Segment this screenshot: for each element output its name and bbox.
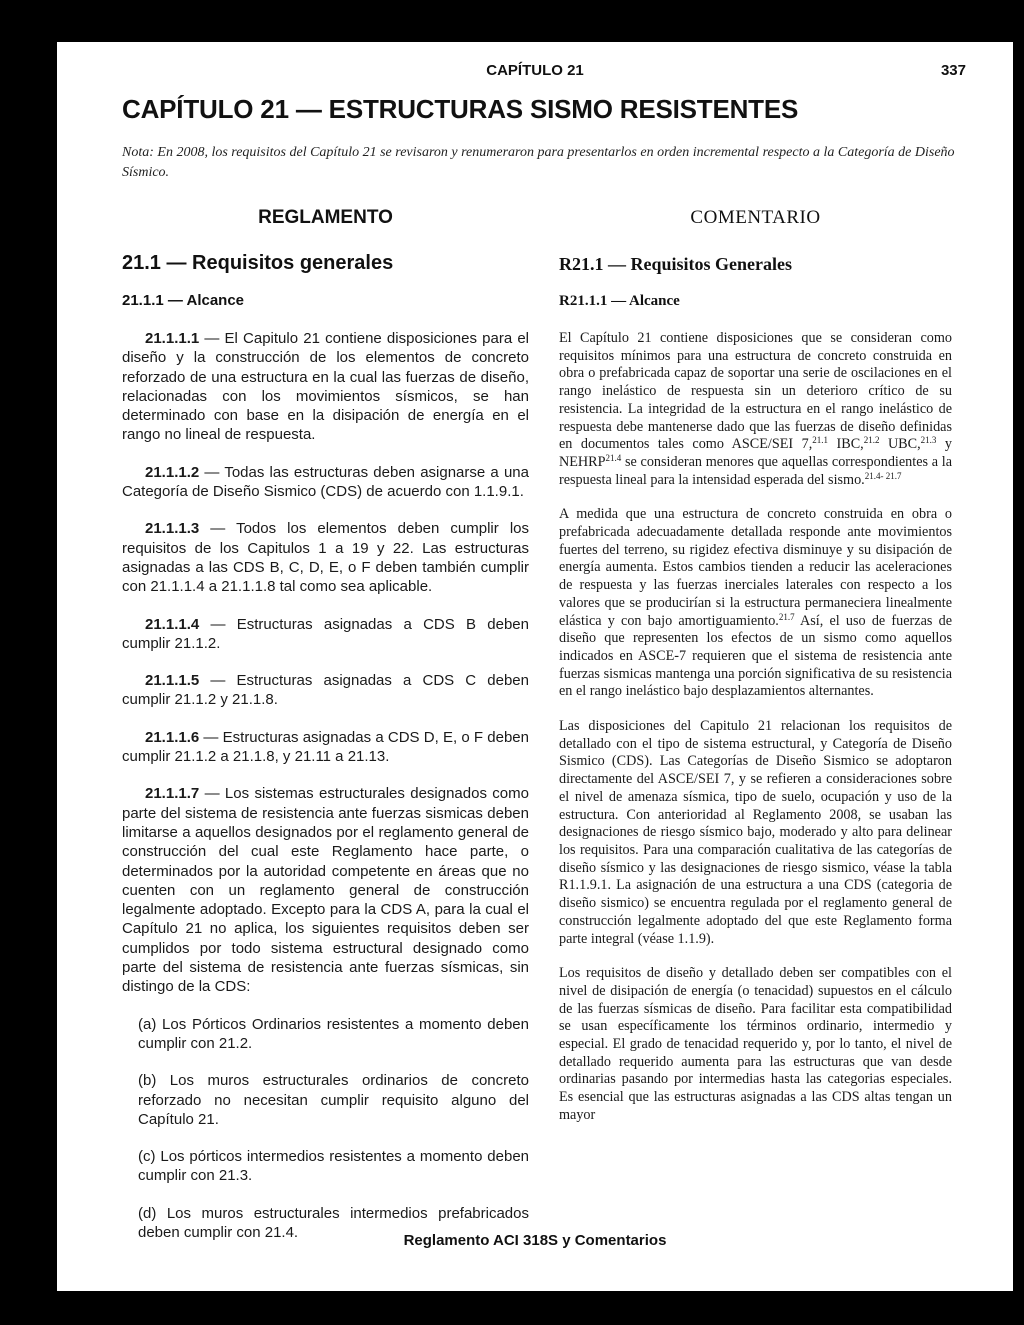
list-item-d: (d) Los muros estructurales intermedios prefabricados deben cumplir con 21.4. xyxy=(138,1204,529,1241)
reglamento-paragraph xyxy=(122,671,529,710)
text-run: A medida que una estructura de concreto construida en obra o prefabricada adecuadamente detallada responde ante movimientos fuertes del terreno, su rigidez efectiva disminuye y su disipación de energía aumenta. Estos cambios tienden a reducir las aceleraciones de respuesta y las fuerzas inerciales laterales con respecto a los valores que se producirían si la estructura permaneciera linealmente elástica y con bajo amortiguamiento. xyxy=(559,506,952,629)
clause-number: 21.1.1.5 xyxy=(145,672,200,690)
running-head: CAPÍTULO 21 xyxy=(486,62,584,79)
reglamento-body xyxy=(122,329,529,1260)
clause-number: 21.1.1.6 xyxy=(145,728,200,746)
text-run: UBC, xyxy=(879,436,921,453)
comentario-body xyxy=(559,330,952,1142)
clause-number: 21.1.1.3 xyxy=(145,520,200,538)
comentario-paragraph-4: Los requisitos de diseño y detallado deben ser compatibles con el nivel de disipación de energía (o tenacidad) supuestos en el cálculo de las fuerzas sísmicas de diseño. Para facilitar esta compatibilidad se usan específicamente los términos ordinario, intermedio y especial. El grado de tenacidad requerido y, por lo tanto, el nivel de detallado requerido aumenta para las estructuras que van desde ordinarias pasando por intermedias hasta las categorias especiales. Es esencial que las estructuras asignadas a las CDS altas tengan un mayor xyxy=(559,965,952,1123)
text-run: IBC, xyxy=(828,436,864,453)
reglamento-subsection-title: 21.1.1 — Alcance xyxy=(122,292,245,309)
clause-text: — Estructuras asignadas a CDS C deben cumplir 21.1.2 y 21.1.8. xyxy=(122,672,529,709)
reglamento-column-title: REGLAMENTO xyxy=(258,207,393,228)
clause-text: — Estructuras asignadas a CDS B deben cumplir 21.1.2. xyxy=(122,615,529,652)
comentario-paragraph-2 xyxy=(559,506,952,701)
reglamento-paragraph xyxy=(122,463,529,502)
comentario-paragraph-1 xyxy=(559,330,952,489)
clause-text: — Estructuras asignadas a CDS D, E, o F deben cumplir 21.1.2 a 21.1.8, y 21.11 a 21.13. xyxy=(122,728,529,766)
reference-superscript: 21.4- 21.7 xyxy=(864,470,902,481)
chapter-title: CAPÍTULO 21 — ESTRUCTURAS SISMO RESISTENTES xyxy=(122,94,799,124)
list-item-b: (b) Los muros estructurales ordinarios de concreto reforzado no necesitan cumplir requisito alguno del Capítulo 21. xyxy=(138,1072,529,1128)
comentario-section-title: R21.1 — Requisitos Generales xyxy=(559,254,792,274)
reglamento-section-title: 21.1 — Requisitos generales xyxy=(122,252,394,274)
reference-superscript: 21.2 xyxy=(863,435,880,446)
clause-number: 21.1.1.4 xyxy=(145,615,200,633)
reference-superscript: 21.7 xyxy=(778,611,795,622)
clause-text: — Todos los elementos deben cumplir los requisitos de los Capitulos 1 a 19 y 22. Las estructuras asignadas a las CDS B, C, D, E, o F deben también cumplir con 21.1.1.4 a 21.1.1.8 tal como sea aplicable. xyxy=(122,520,529,596)
text-run: y NEHRP xyxy=(559,436,953,470)
reglamento-paragraph xyxy=(122,615,529,654)
text-run: El Capítulo 21 contiene disposiciones que se consideran como requisitos mínimos para una estructura de concreto construida en obra o prefabricada capaz de soportar una serie de oscilaciones en el rango inelástico de respuesta sin un deterioro crítico de su resistencia. La integridad de la estructura en el rango inelástico de respuesta debe mantenerse dado que las fuerzas de diseño definidas en documentos tales como ASCE/SEI 7, xyxy=(559,330,952,453)
clause-number: 21.1.1.1 xyxy=(145,330,200,347)
comentario-subsection-title: R21.1.1 — Alcance xyxy=(559,293,680,309)
list-item-c: (c) Los pórticos intermedios resistentes a momento deben cumplir con 21.3. xyxy=(138,1148,529,1185)
page-footer: Reglamento ACI 318S y Comentarios xyxy=(403,1232,667,1249)
reglamento-paragraph xyxy=(122,519,529,596)
page-number: 337 xyxy=(940,62,966,79)
list-item-a: (a) Los Pórticos Ordinarios resistentes a momento deben cumplir con 21.2. xyxy=(138,1015,529,1052)
comentario-column-title: COMENTARIO xyxy=(690,207,821,228)
reglamento-paragraph xyxy=(122,329,529,445)
comentario-paragraph-3: Las disposiciones del Capitulo 21 relacionan los requisitos de detallado con el tipo de sistema estructural, y Categoría de Diseño Sismico (CDS). Las Categorías de Diseño Sismico se adoptaron directamente del ASCE/SEI 7, y se refieren a consideraciones sobre el nivel de amenaza sísmica, tipo de suelo, ocupación y uso de la estructura. Con anterioridad al Reglamento 2008, se usaban las designaciones de riesgo sísmico bajo, moderado y alto para delinear los requisitos. Para una comparación cualitativa de las categorías de diseño sísmico y las designaciones de riesgo sismico, véase la tabla R1.1.9.1. La asignación de una estructura a una CDS (categoria de diseño sismico) se encuentra regulada por el reglamento general de construcción legalmente adoptado del que este Reglamento forma parte integral (véase 1.1.9). xyxy=(559,718,952,947)
clause-text: — Los sistemas estructurales designados como parte del sistema de resistencia ante fuerzas sismicas deben limitarse a aquellos designados por el reglamento general de construcción del cual este Reglamento hace parte, o determinados por la autoridad competente en áreas que no cuenten con un reglamento general de construcción legalmente adoptado. Excepto para la CDS A, para la cual el Capítulo 21 no aplica, los siguientes requisitos deben ser cumplidos por todo sistema estructural designado como parte del sistema de resistencia ante fuerzas sísmicas, sin distingo de la CDS: xyxy=(122,785,529,996)
reference-superscript: 21.1 xyxy=(812,435,829,446)
reglamento-paragraph xyxy=(122,784,529,996)
chapter-note: Nota: En 2008, los requisitos del Capítulo 21 se revisaron y renumeraron para presentarlos en orden incremental respecto a la Categoría de Diseño Sísmico. xyxy=(122,145,955,180)
reference-superscript: 21.3 xyxy=(920,435,937,446)
reference-superscript: 21.4 xyxy=(605,452,622,463)
text-run: se consideran menores que aquellas correspondientes a la respuesta lineal para la intensidad esperada del sismo. xyxy=(559,453,952,488)
text-run: Así, el uso de fuerzas de diseño que representen los efectos de un sismo como aquellos indicados en ASCE-7 requieren que el sistema de resistencia ante fuerzas sismicas mantenga una porción significativa de su resistencia en el rango inelástico bajo desplazamientos alternantes. xyxy=(559,612,952,700)
clause-number: 21.1.1.7 xyxy=(145,785,200,803)
clause-number: 21.1.1.2 xyxy=(145,463,200,481)
clause-text: — El Capitulo 21 contiene disposiciones para el diseño y la construcción de los elementos de concreto reforzado de una estructura en la cual las fuerzas de diseño, relacionadas con los movimientos sísmicos, se han determinado con base en la disipación de energía en el rango no lineal de respuesta. xyxy=(122,330,529,444)
reglamento-paragraph xyxy=(122,728,529,767)
clause-text: — Todas las estructuras deben asignarse a una Categoría de Diseño Sismico (CDS) de acuerdo con 1.1.9.1. xyxy=(122,463,529,501)
document-page xyxy=(57,42,1013,1291)
